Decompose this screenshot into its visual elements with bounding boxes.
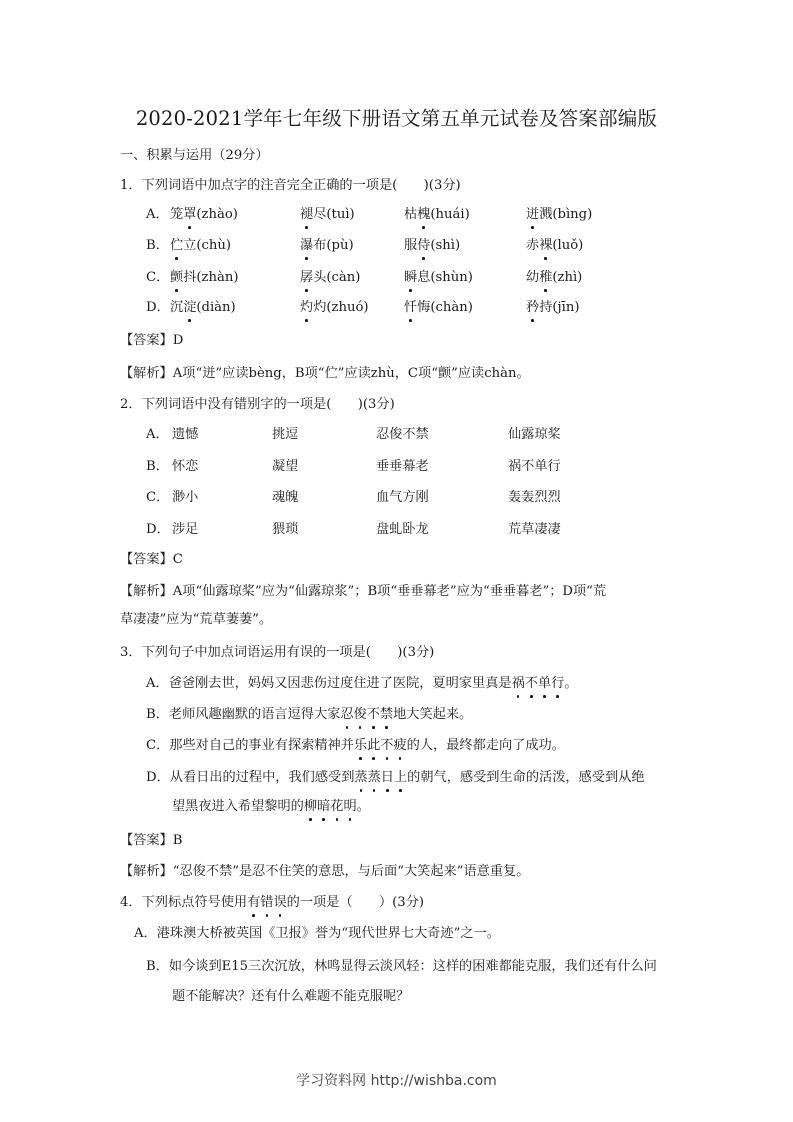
emphasis-char: 日 (381, 768, 394, 788)
emphasis-char: 单 (538, 674, 551, 694)
question-3-answer: 【答案】B (120, 833, 183, 848)
emphasis-char: 稚 (539, 268, 552, 288)
emphasis-char: 矜 (526, 298, 539, 318)
option-item: 笼罩(zhào) (170, 205, 238, 225)
option-item: 祸不单行 (508, 459, 561, 474)
option-item: 轰轰烈烈 (508, 490, 561, 505)
emphasis-char: 侍 (417, 236, 430, 256)
question-1-stem: 1．下列词语中加点字的注音完全正确的一项是( )(3分) (120, 178, 461, 193)
emphasis-char: 明 (343, 797, 356, 817)
dotted-term (304, 799, 357, 814)
option-item: 涉足 (172, 522, 199, 537)
emphasis-char: 蒸 (368, 768, 381, 788)
option-item: 赤裸(luǒ) (526, 236, 583, 256)
question-3-option-d: D．从看日出的过程中，我们感受到蒸蒸日上的朝气，感受到生命的活泼，感受到从绝 (146, 768, 645, 788)
emphasis-char: 瞬 (404, 268, 417, 288)
option-item: 灼灼(zhuó) (300, 298, 369, 318)
emphasis-char: 忏 (404, 298, 417, 318)
emphasis-char: 蒸 (354, 768, 367, 788)
option-item: 渺小 (172, 490, 199, 505)
emphasis-char: 瀑 (300, 236, 313, 256)
option-item: 忍俊不禁 (376, 427, 429, 442)
question-4-option-a: A．港珠澳大桥被英国《卫报》誉为“现代世界七大奇迹”之一。 (134, 926, 500, 941)
dotted-term (512, 676, 565, 691)
option-item: 仙露琼桨 (508, 427, 561, 442)
question-3-option-d-continued: 望黑夜进入希望黎明的柳暗花明。 (172, 797, 370, 817)
option-item: 垂垂幕老 (376, 459, 429, 474)
option-label: B． (146, 238, 169, 253)
question-4-option-b-continued: 题不能解决？还有什么难题不能克服呢？ (172, 989, 410, 1004)
emphasis-char: 花 (330, 797, 343, 817)
option-item: 颤抖(zhàn) (170, 268, 238, 288)
emphasis-char: 迸 (526, 205, 539, 225)
question-3-option-b: B．老师风趣幽默的语言逗得大家忍俊不禁地大笑起来。 (146, 705, 472, 725)
emphasis-char: 俊 (354, 705, 367, 725)
emphasis-char: 误 (273, 893, 286, 913)
option-item: 瀑布(pù) (300, 236, 354, 256)
option-label: A． (146, 427, 169, 442)
option-item: 血气方刚 (376, 490, 429, 505)
emphasis-char: 颤 (170, 268, 183, 288)
option-item: 枯槐(huái) (404, 205, 470, 225)
question-3-stem: 3．下列句子中加点词语运用有误的一项是( )(3分) (120, 645, 435, 660)
question-3-option-a: A．爸爸刚去世，妈妈又因悲伤过度住进了医院，夏明家里真是祸不单行。 (146, 674, 578, 694)
section-heading: 一、积累与运用（29分） (120, 148, 269, 163)
emphasis-char: 上 (394, 768, 407, 788)
question-1-analysis: 【解析】A项“迸”应读bèng，B项“伫”应读zhù，C项“颤”应读chàn。 (120, 366, 530, 381)
option-item: 凝望 (272, 459, 299, 474)
emphasis-char: 裸 (539, 236, 552, 256)
option-item: 孱头(càn) (300, 268, 360, 288)
option-item: 荒草凄凄 (508, 522, 561, 537)
option-item: 忏悔(chàn) (404, 298, 473, 318)
question-2-answer: 【答案】C (120, 552, 183, 567)
option-label: B． (146, 459, 169, 474)
dotted-term (354, 770, 407, 785)
emphasis-char: 祸 (512, 674, 525, 694)
dotted-term (340, 707, 393, 722)
option-label: C． (146, 490, 170, 505)
emphasis-char: 忍 (340, 705, 353, 725)
option-label: C． (146, 270, 170, 285)
option-item: 挑逗 (272, 427, 299, 442)
emphasis-char: 不 (525, 674, 538, 694)
question-4-option-b: B．如今谈到E15三次沉放，林鸣显得云淡风轻：这样的困难都能克服，我们还有什么问 (146, 959, 657, 974)
emphasis-char: 灼 (300, 298, 313, 318)
option-item: 盘虬卧龙 (376, 522, 429, 537)
emphasis-char: 褪 (300, 205, 313, 225)
emphasis-char: 有 (247, 893, 260, 913)
option-item: 迸溅(bìng) (526, 205, 592, 225)
option-item: 遗憾 (172, 427, 199, 442)
emphasis-char: 疲 (393, 736, 406, 756)
option-item: 幼稚(zhì) (526, 268, 582, 288)
question-2-stem: 2．下列词语中没有错别字的一项是( )(3分) (120, 397, 395, 412)
option-label: D． (146, 522, 170, 537)
emphasis-char: 禁 (380, 705, 393, 725)
emphasis-char: 淀 (183, 298, 196, 318)
option-item: 服侍(shì) (404, 236, 460, 256)
question-1-answer: 【答案】D (120, 333, 184, 348)
question-3-option-c: C．那些对自己的事业有探索精神并乐此不疲的人，最终都走向了成功。 (146, 736, 565, 756)
emphasis-char: 暗 (317, 797, 330, 817)
emphasis-char: 行 (551, 674, 564, 694)
page-title: 2020-2021学年七年级下册语文第五单元试卷及答案部编版 (135, 107, 658, 130)
option-item: 矜持(jīn) (526, 298, 579, 318)
emphasis-char: 孱 (300, 268, 313, 288)
emphasis-char: 不 (380, 736, 393, 756)
emphasis-char: 罩 (183, 205, 196, 225)
footer-watermark: 学习资料网 http://wishba.com (296, 1073, 497, 1089)
dotted-term (247, 895, 287, 910)
option-label: A． (146, 207, 169, 222)
emphasis-char: 乐 (354, 736, 367, 756)
option-item: 伫立(chù) (170, 236, 231, 256)
option-item: 瞬息(shùn) (404, 268, 473, 288)
emphasis-char: 不 (367, 705, 380, 725)
question-4-stem: 4．下列标点符号使用有错误的一项是（ ）(3分) (120, 893, 424, 913)
dotted-term (354, 738, 407, 753)
option-item: 怀恋 (172, 459, 199, 474)
question-2-analysis-line-1: 【解析】A项“仙露琼桨”应为“仙露琼浆”；B项“垂垂幕老”应为“垂垂暮老”；D项“荒 (120, 584, 607, 599)
question-3-analysis: 【解析】“忍俊不禁”是忍不住笑的意思，与后面“大笑起来”语意重复。 (120, 864, 530, 879)
emphasis-char: 此 (367, 736, 380, 756)
option-item: 褪尽(tuì) (300, 205, 355, 225)
option-label: D． (146, 300, 170, 315)
option-item: 沉淀(diàn) (170, 298, 236, 318)
emphasis-char: 槐 (417, 205, 430, 225)
question-2-analysis-line-2: 草凄凄”应为“荒草萋萋”。 (120, 612, 273, 627)
option-item: 魂魄 (272, 490, 299, 505)
emphasis-char: 错 (260, 893, 273, 913)
emphasis-char: 伫 (170, 236, 183, 256)
option-item: 猥琐 (272, 522, 299, 537)
emphasis-char: 柳 (304, 797, 317, 817)
